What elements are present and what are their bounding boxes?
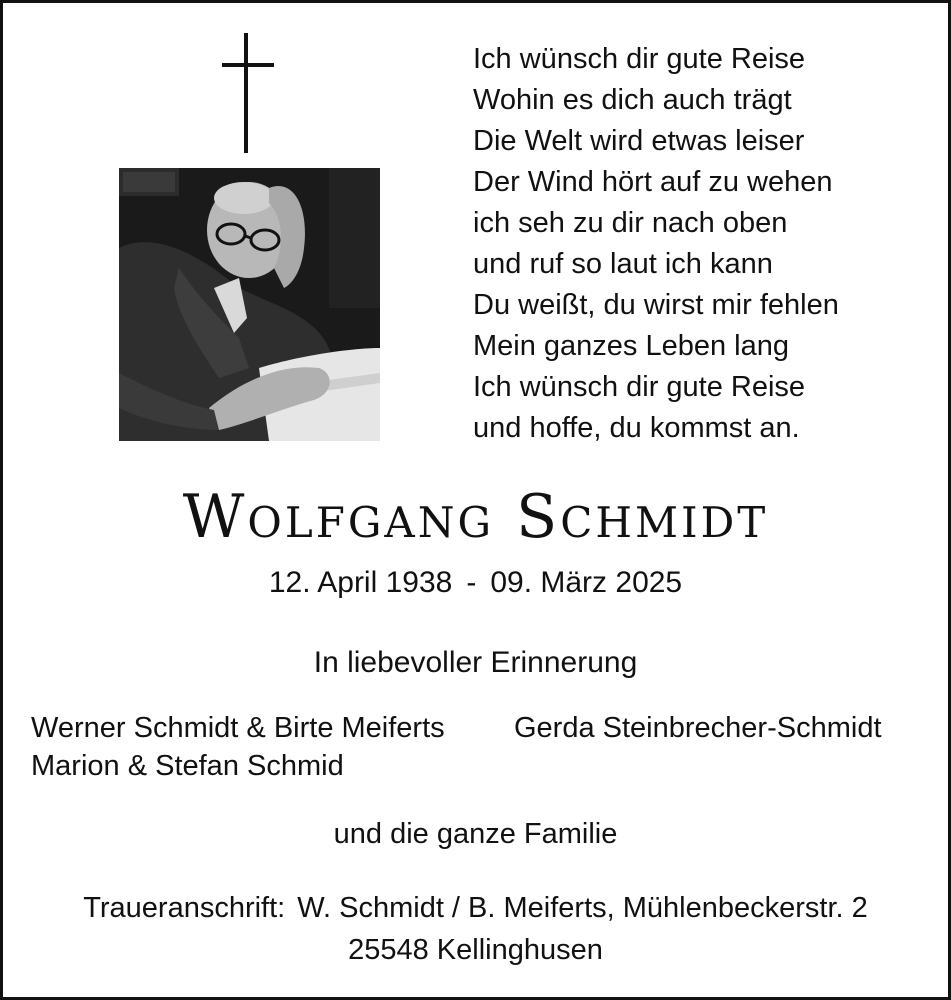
portrait-photo-illustration — [119, 168, 380, 441]
portrait-photo — [119, 168, 380, 441]
address-city: 25548 Kellinghusen — [348, 934, 603, 966]
poem-line: Du weißt, du wirst mir fehlen — [473, 289, 839, 321]
birth-date: 12. April 1938 — [268, 566, 453, 599]
poem-line: und ruf so laut ich kann — [473, 248, 773, 280]
mourner-names: Marion & Stefan Schmid — [31, 750, 344, 782]
poem-line: Der Wind hört auf zu wehen — [473, 166, 833, 198]
death-date: 09. März 2025 — [490, 566, 683, 599]
mourner-names: Werner Schmidt & Birte Meiferts — [31, 712, 445, 744]
poem-line: Die Welt wird etwas leiser — [473, 125, 805, 157]
poem-line: und hoffe, du kommst an. — [473, 412, 800, 444]
mourning-address — [3, 889, 948, 927]
mourner-names: Gerda Steinbrecher-Schmidt — [514, 712, 882, 744]
cross-icon — [222, 33, 274, 153]
address-street: W. Schmidt / B. Meiferts, Mühlenbeckerstr. 2 — [297, 892, 868, 924]
address-label: Traueranschrift: — [83, 892, 286, 924]
family-line: und die ganze Familie — [333, 818, 618, 850]
date-separator: - — [466, 566, 477, 599]
life-dates — [3, 563, 948, 603]
poem-line: ich seh zu dir nach oben — [473, 207, 788, 239]
poem-line: Ich wünsch dir gute Reise — [473, 371, 806, 403]
poem-line: Wohin es dich auch trägt — [473, 84, 792, 116]
poem — [473, 39, 933, 449]
deceased-name: Wolfgang Schmidt — [182, 482, 769, 552]
cross-vertical-bar — [244, 33, 248, 153]
cross-horizontal-bar — [222, 63, 274, 67]
memory-line: In liebevoller Erinnerung — [313, 646, 638, 679]
poem-line: Mein ganzes Leben lang — [473, 330, 790, 362]
poem-line: Ich wünsch dir gute Reise — [473, 43, 806, 75]
